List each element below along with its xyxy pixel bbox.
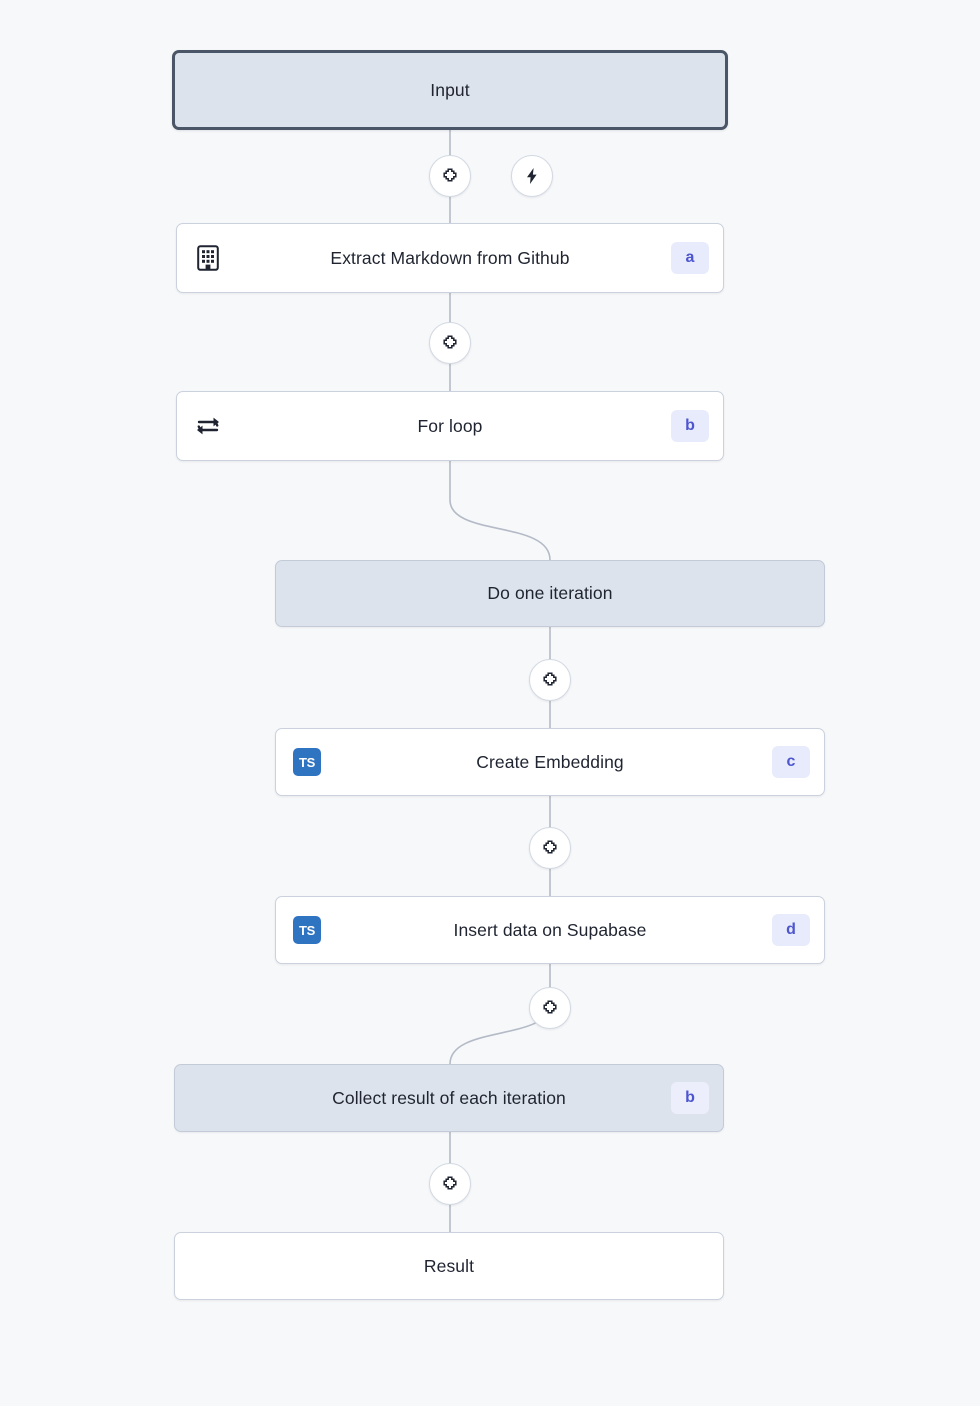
typescript-icon-label: TS [293,748,321,776]
node-insert-data-supabase-badge: d [772,914,810,946]
node-for-loop[interactable] [176,391,724,461]
insert-step-after-collect-button[interactable] [429,1163,471,1205]
node-create-embedding-label: Create Embedding [476,751,624,772]
script-file-icon [193,243,223,273]
typescript-icon [292,915,322,945]
node-result-label: Result [423,1255,475,1276]
node-collect-result[interactable] [174,1064,724,1132]
insert-step-after-iteration-button[interactable] [529,659,571,701]
trigger-bolt-button[interactable] [511,155,553,197]
insert-step-after-embedding-button[interactable] [529,827,571,869]
node-collect-result-label: Collect result of each iteration [332,1087,566,1108]
insert-step-after-extract-button[interactable] [429,322,471,364]
typescript-icon-label: TS [293,916,321,944]
node-result[interactable] [174,1232,724,1300]
node-extract-markdown-label: Extract Markdown from Github [330,247,570,268]
node-input[interactable] [172,50,728,130]
node-do-one-iteration[interactable] [275,560,825,627]
edge-forloop-iteration [450,461,550,560]
node-collect-result-badge: b [671,1082,709,1114]
node-insert-data-supabase[interactable] [275,896,825,964]
node-extract-markdown[interactable] [176,223,724,293]
node-extract-markdown-badge: a [671,242,709,274]
node-do-one-iteration-label: Do one iteration [487,583,613,603]
node-create-embedding[interactable] [275,728,825,796]
node-for-loop-badge: b [671,410,709,442]
typescript-icon [292,747,322,777]
node-insert-data-supabase-label: Insert data on Supabase [453,919,647,940]
node-input-label: Input [430,79,470,100]
node-for-loop-label: For loop [417,415,483,436]
insert-step-after-input-button[interactable] [429,155,471,197]
insert-step-after-insert-button[interactable] [529,987,571,1029]
node-create-embedding-badge: c [772,746,810,778]
loop-icon [193,411,223,441]
